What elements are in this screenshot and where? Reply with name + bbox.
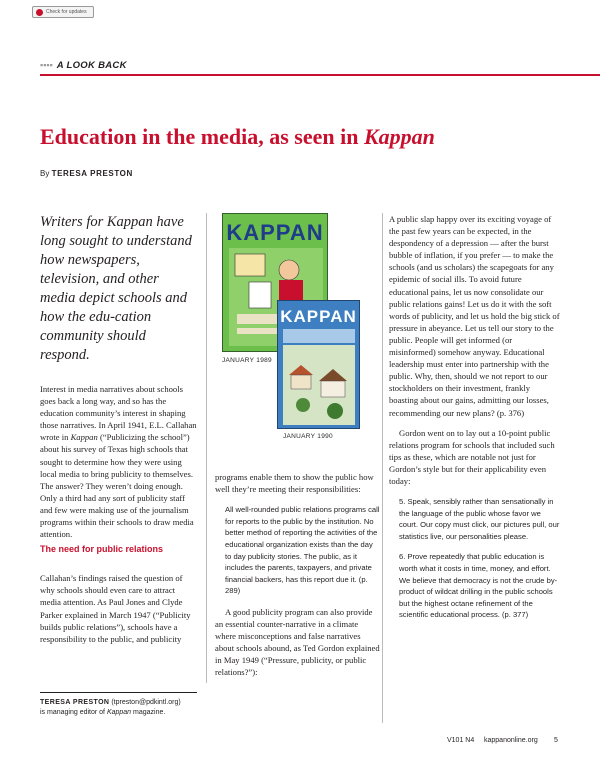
col1-paragraph-2: Callahan’s findings raised the question of why schools should even care to attract media attention. As Paul Jones and Clyde Parker explained in March 1947 (“Publicity builds public relations”), schools have a responsibility to the public, and publicity [40, 573, 191, 644]
footer-volume: V101 N4 [447, 737, 475, 744]
bio-italic: Kappan [106, 708, 132, 716]
col1-p1-italic: Kappan [70, 432, 98, 443]
dots-icon: ▪▪▪▪ [40, 60, 53, 70]
col2-paragraph-2: A good publicity program can also provide an essential counter-narrative in a climate where misconceptions and false narratives about schools abound, as Ted Gordon explained in May 1949 (“Pressure, publicity, or public relations?”): [215, 606, 380, 678]
cover-image-1990 [277, 300, 360, 429]
section-header [40, 58, 600, 72]
title-text: Education in the media, as seen in [40, 124, 364, 149]
subhead: The need for public relations [40, 544, 164, 555]
cover-masthead: KAPPAN [226, 220, 324, 245]
bio-rule [40, 692, 197, 693]
bio-line-2-end: magazine. [133, 708, 166, 716]
article-title [40, 124, 560, 150]
cover-caption-1990: JANUARY 1990 [283, 433, 333, 440]
quote-text: 5. Speak, sensibly rather than sensationally in the language of the public whose favor we court. Our copy must click, our pictures pull, our statistics live, our personalities please. [399, 497, 560, 541]
cover-illustration [283, 329, 355, 425]
quote-text: All well-rounded public relations programs call for reports to the public by the institution. No better method of reporting the activities of the educational organization exists than the day to day publicity stories. The public, as it includes the parents, taxpayers, and private financial backers, has this report due it. (p. 289) [225, 505, 380, 596]
title-italic: Kappan [363, 124, 435, 149]
section-label: A LOOK BACK [56, 59, 127, 71]
column-2 [215, 471, 380, 679]
col2-paragraph-1: programs enable them to show the public how well they’re meeting their responsibilities: [215, 472, 374, 495]
check-for-updates-badge[interactable] [32, 6, 94, 18]
block-quote [225, 504, 380, 597]
badge-label: Check for updates [46, 9, 87, 15]
bio-email[interactable]: (tpreston@pdkintl.org) [111, 699, 181, 706]
section-rule [40, 74, 600, 76]
quote-text: 6. Prove repeatedly that public education is worth what it costs in time, money, and effort. We believe that democracy is not the crude by-product of wildcat drilling in the public schools but the highest octane refinement of the scientific educational process. (p. 377) [399, 552, 558, 620]
bio-line-2: is managing editor of [40, 708, 105, 716]
col3-paragraph-1: Gordon went on to lay out a 10-point public relations program for schools that included such tips as these, which are notable not just for Gordon’s style but for their applicability even today: [389, 427, 555, 486]
byline [40, 169, 133, 178]
col1-p1-rest: (“Publicizing the school”) about his survey of Texas high schools that sought to determine how they were using local media to bring publicity to themselves. The answer? They weren’t doing enough. Only a third had any sort of publicity staff and few were making use of the journalism programs within their schools to draw media attention. [40, 432, 194, 540]
byline-prefix: By [40, 169, 50, 178]
author-bio [40, 698, 200, 717]
standfirst: Writers for Kappan have long sought to understand how newspapers, television, and other media depict schools and how the edu-cation community should respond. [40, 214, 192, 363]
col1-p1-text: Interest in media narratives about schools goes back a long way, and so has the education community’s interest in shaping those narratives. In April 1941, E.L. Callahan wrote in [40, 384, 197, 443]
cover-caption-1989: JANUARY 1989 [222, 357, 272, 364]
cover-masthead: KAPPAN [280, 307, 357, 326]
column-3 [389, 213, 560, 630]
byline-author: TERESA PRESTON [51, 169, 133, 178]
column-divider-1 [206, 213, 207, 683]
block-quote [399, 551, 560, 621]
footer-site[interactable]: kappanonline.org [484, 737, 538, 744]
block-quote [399, 496, 560, 542]
footer-page-number: 5 [554, 737, 558, 744]
column-divider-2 [382, 213, 383, 723]
col1-paragraph-1 [40, 383, 197, 540]
update-icon [36, 9, 43, 16]
bio-name: TERESA PRESTON [40, 699, 110, 706]
column-1 [40, 213, 197, 645]
col3-quote-1: A public slap happy over its exciting voyage of the past few years can be expected, in the despondency of a depression — after the burst bubble of inflation, if you prefer — to make the schools (and us scholars) the scapegoats for any epidemic of social ills. To avoid future educational pains, let us now consolidate our public relations gains! Let us do it with the soft words of publicity, and let us hold the big stick of pressure in abeyance. Let us tell our story to the public. People will get informed (or misinformed) somehow anyway. Educational leadership must enter into partnership with the public. Why, then, should we not report to our stockholders on their investment, frankly boasting about our gains, admitting our losses, recommending our new plans? (p. 376) [389, 214, 560, 418]
